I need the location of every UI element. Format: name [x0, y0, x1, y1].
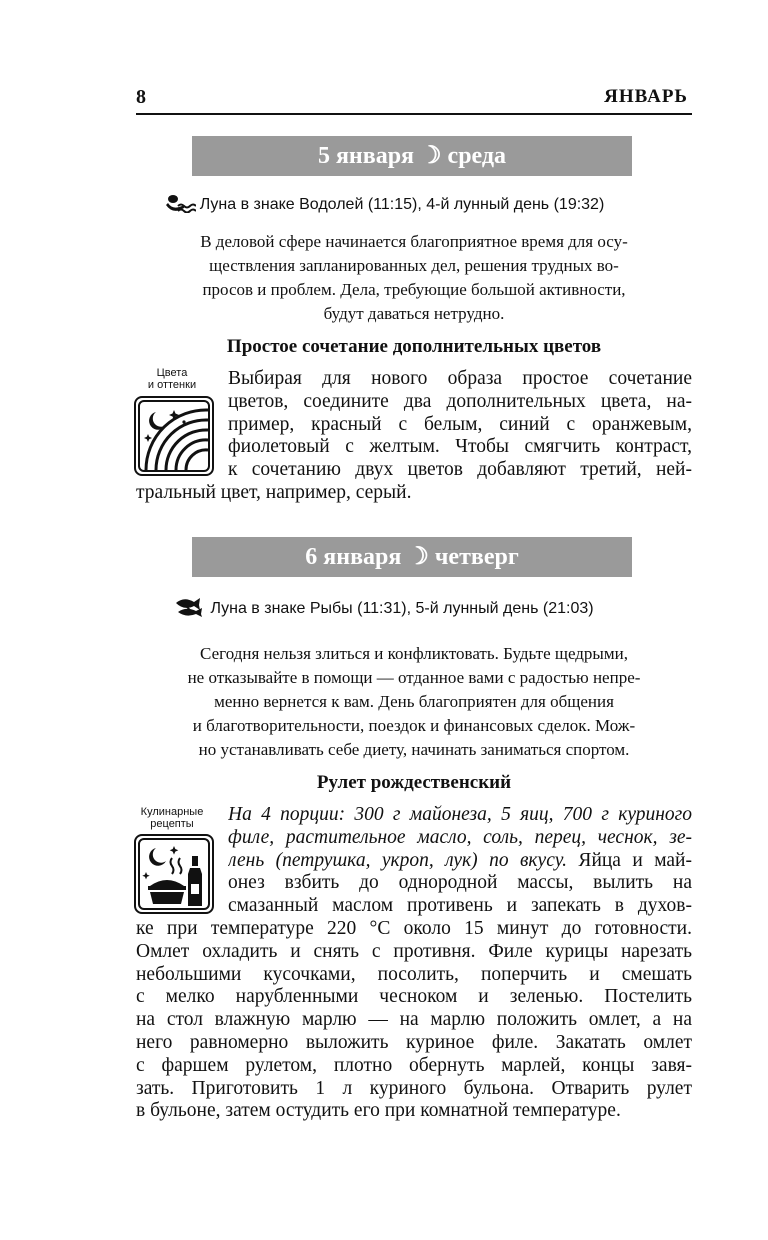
ingredients-line [228, 850, 692, 873]
article-line: онез взбить до однородной массы, вылить на [228, 872, 692, 894]
moon-info-jan6 [100, 597, 668, 618]
forecast-line: не отказывайте в помощи — отданное вами с радостью непре- [187, 668, 641, 687]
moon-text-jan6: Луна в знаке Рыбы (11:31), 5-й лунный день (21:03) [210, 600, 594, 617]
recipe-text: Яйца и май- [567, 849, 692, 871]
aquarius-icon [164, 193, 196, 213]
article-line: цветов, соедините два дополнительных цвета, на- [228, 390, 692, 412]
category-line: Кулинарные [140, 806, 204, 818]
ingredients-text: филе, растительное масло, соль, перец, чеснок, зе- [228, 826, 692, 848]
pisces-icon [174, 597, 206, 617]
article-line: зать. Приготовить 1 л куриного бульона. Отварить рулет [136, 1077, 692, 1099]
ingredients-text: лень (петрушка, укроп, лук) по вкусу. [228, 849, 568, 871]
article-line: пример, красный с белым, синий с оранжевым, [228, 413, 692, 435]
article-title-recipe: Рулет рождественский [316, 772, 512, 793]
forecast-line: просов и проблем. Дела, требующие большой активности, [202, 280, 626, 299]
article-line: к сочетанию двух цветов добавляют третий, ней- [228, 459, 692, 481]
moon-text-jan5: Луна в знаке Водолей (11:15), 4-й лунный день (19:32) [199, 196, 605, 213]
forecast-jan5 [136, 230, 692, 326]
ingredients-line [228, 804, 692, 827]
ingredients-text: На 4 порции: 300 г майонеза, 5 яиц, 700 г куриного [228, 804, 692, 825]
article-line: Выбирая для нового образа простое сочетание [228, 368, 692, 389]
article-line: смазанный маслом противень и запекать в духов- [228, 895, 692, 917]
category-line: рецепты [150, 818, 194, 830]
article-line: на стол влажную марлю — на марлю положить омлет, а на [136, 1009, 692, 1031]
forecast-line: и благотворительности, поездок и финансовых сделок. Мож- [192, 716, 636, 735]
page-number: 8 [136, 86, 146, 108]
article-line: с фаршем рулетом, плотно обернуть марлей, концы завя- [136, 1054, 692, 1076]
running-title: ЯНВАРЬ [604, 86, 688, 107]
article-line: с мелко нарубленными чесноком и зеленью. Постелить [136, 986, 692, 1008]
article-line: тральный цвет, например, серый. [136, 481, 412, 503]
forecast-line: будут даваться нетрудно. [323, 304, 505, 323]
forecast-line: но устанавливать себе диету, начинать заниматься спортом. [198, 740, 630, 759]
moon-info-jan5 [100, 193, 668, 214]
day-banner-jan6: 6 января ☽ четверг [192, 537, 632, 577]
article-line: Омлет охладить и снять с противня. Филе курицы нарезать [136, 940, 692, 962]
forecast-line: менно вернется к вам. День благоприятен для общения [214, 692, 614, 711]
article-line: него равномерно выложить куриное филе. Закатать омлет [136, 1031, 692, 1053]
forecast-line: Сегодня нельзя злиться и конфликтовать. Будьте щедрыми, [200, 644, 628, 663]
forecast-jan6 [136, 642, 692, 762]
article-line: в бульоне, затем остудить его при комнатной температуре. [136, 1100, 621, 1122]
forecast-line: В деловой сфере начинается благоприятное время для осу- [200, 232, 628, 251]
day-banner-jan5: 5 января ☽ среда [192, 136, 632, 176]
article-line: небольшими кусочками, посолить, поперчить и смешать [136, 963, 692, 985]
forecast-line: ществления запланированных дел, решения трудных во- [209, 256, 619, 275]
page-header [136, 84, 692, 114]
article-body-recipe [136, 804, 692, 1123]
article-line: фиолетовый с желтым. Чтобы смягчить контраст, [228, 436, 692, 458]
article-title-colors: Простое сочетание дополнительных цветов [226, 336, 602, 357]
category-line: Цвета [156, 367, 188, 379]
header-rule [136, 113, 692, 115]
ingredients-line [228, 827, 692, 850]
category-line: и оттенки [147, 379, 197, 391]
article-line: ке при температуре 220 °С около 15 минут до готовности. [136, 917, 692, 939]
article-body-colors [136, 368, 692, 505]
